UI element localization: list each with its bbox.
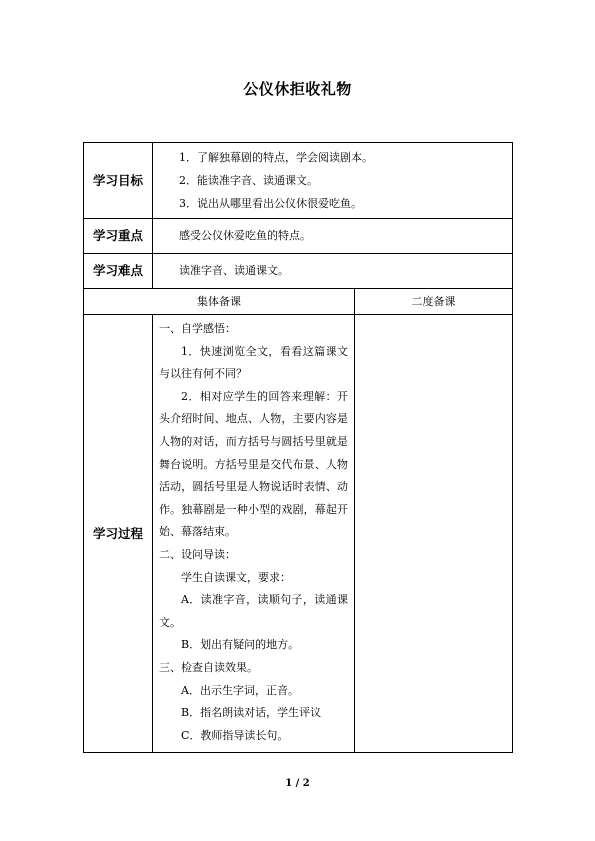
secondary-header: 二度备课 — [355, 289, 513, 315]
focus-label: 学习重点 — [84, 219, 153, 254]
process-paragraph: 2．相对应学生的回答来理解：开头介绍时间、地点、人物，主要内容是人物的对话，而方括号与圆括号里就是舞台说明。方括号里是交代布景、人物活动，圆括号里是人物说话时表情、动作。独幕剧是一种小型的戏剧，幕起开始、幕落结束。 — [159, 389, 348, 539]
process-paragraph: 三、检查自读效果。 — [159, 660, 258, 674]
process-paragraph: A．出示生字词，正音。 — [181, 683, 299, 697]
focus-content: 感受公仪休爱吃鱼的特点。 — [153, 219, 513, 254]
goal-item: 3．说出从哪里看出公仪休很爱吃鱼。 — [179, 197, 362, 210]
lesson-plan-table — [83, 142, 513, 753]
process-paragraph: A．读准字音，读顺句子，读通课文。 — [159, 593, 348, 629]
goals-row — [84, 143, 513, 219]
difficulty-label: 学习难点 — [84, 254, 153, 289]
goal-item: 1．了解独幕剧的特点，学会阅读剧本。 — [179, 151, 373, 164]
process-label: 学习过程 — [84, 315, 153, 753]
process-paragraph: 一、自学感悟： — [159, 322, 236, 335]
goal-item: 2．能读准字音、读通课文。 — [179, 174, 318, 187]
difficulty-content: 读准字音、读通课文。 — [153, 254, 513, 289]
process-paragraph: B．指名朗读对话，学生评议 — [181, 706, 322, 720]
page-title: 公仪休拒收礼物 — [243, 80, 352, 98]
focus-row — [84, 219, 513, 254]
difficulty-row — [84, 254, 513, 289]
header-row — [84, 289, 513, 315]
process-paragraph: 学生自读课文，要求： — [181, 570, 291, 584]
process-paragraph: 1．快速浏览全文，看看这篇课文与以往有何不同？ — [159, 344, 348, 381]
process-paragraph: B．划出有疑问的地方。 — [181, 638, 300, 652]
goals-label: 学习目标 — [84, 143, 153, 219]
goals-content — [153, 143, 513, 219]
process-paragraph: C．教师指导读长句。 — [181, 728, 289, 742]
process-paragraph: 二、设问导读： — [159, 547, 236, 561]
process-row — [84, 315, 513, 753]
secondary-notes-cell — [355, 315, 513, 753]
page-number: 1 / 2 — [285, 778, 310, 789]
collective-header: 集体备课 — [84, 289, 355, 315]
process-content — [153, 315, 355, 753]
